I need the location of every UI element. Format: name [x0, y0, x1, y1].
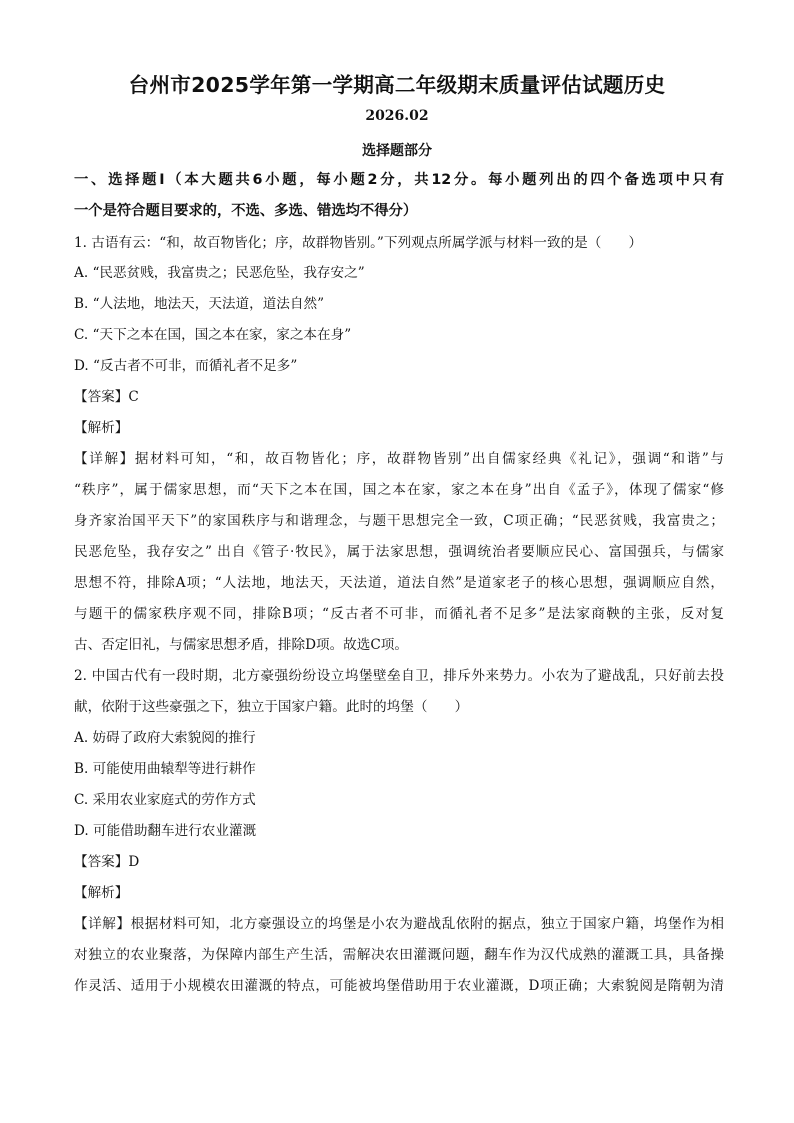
exam-title: 台州市2025学年第一学期高二年级期末质量评估试题历史	[128, 73, 666, 97]
question-1-detail-line: 思想不符，排除A项；“人法地，地法天，天法道，道法自然”是道家老子的核心思想，强调顺应自然，	[74, 575, 724, 591]
question-2-analysis-label: 【解析】	[74, 885, 129, 901]
question-2-option-b: B. 可能使用曲辕犁等进行耕作	[74, 761, 256, 777]
question-1-detail-line: 身齐家治国平天下”的家国秩序与和谐理念，与题干思想完全一致，C项正确；“民恶贫贱，我富贵之；	[74, 513, 724, 529]
question-2-stem: 2. 中国古代有一段时期，北方豪强纷纷设立坞堡壁垒自卫，排斥外来势力。小农为了避战乱，只好前去投	[74, 668, 724, 684]
question-1-answer: 【答案】C	[74, 389, 139, 405]
question-2-stem: 献，依附于这些豪强之下，独立于国家户籍。此时的坞堡（ ）	[74, 699, 469, 715]
section-instruction-line2: 一个是符合题目要求的，不选、多选、错选均不得分）	[74, 203, 418, 219]
question-2-detail-line: 对独立的农业聚落，为保障内部生产生活，需解决农田灌溉问题，翻车作为汉代成熟的灌溉工具，具备操	[74, 947, 724, 963]
question-1-option-b: B. “人法地，地法天，天法道，道法自然”	[74, 296, 325, 312]
question-1-detail-line: 【详解】据材料可知，“和，故百物皆化；序，故群物皆别”出自儒家经典《礼记》，强调“和谐”与	[74, 451, 724, 467]
question-1-stem: 1. 古语有云：“和，故百物皆化；序，故群物皆别。”下列观点所属学派与材料一致的是（ ）	[74, 235, 643, 251]
question-2-detail-line: 【详解】根据材料可知，北方豪强设立的坞堡是小农为避战乱依附的据点，独立于国家户籍，坞堡作为相	[74, 916, 724, 932]
question-2-option-d: D. 可能借助翻车进行农业灌溉	[74, 823, 257, 839]
question-1-detail-line: 民恶危坠，我存安之” 出自《管子·牧民》，属于法家思想，强调统治者要顺应民心、富国强兵，与儒家	[74, 544, 724, 560]
question-2-detail-line: 作灵活、适用于小规模农田灌溉的特点，可能被坞堡借助用于农业灌溉，D项正确；大索貌阅是隋朝为清	[74, 978, 724, 994]
exam-date: 2026.02	[365, 108, 429, 124]
question-1-analysis-label: 【解析】	[74, 420, 129, 436]
question-1-option-d: D. “反古者不可非，而循礼者不足多”	[74, 358, 298, 374]
question-1-detail-line: 与题干的儒家秩序观不同，排除B项；“反古者不可非，而循礼者不足多”是法家商鞅的主张，反对复	[74, 606, 724, 622]
question-2-option-c: C. 采用农业家庭式的劳作方式	[74, 792, 256, 808]
question-1-option-a: A. “民恶贫贱，我富贵之；民恶危坠，我存安之”	[74, 265, 365, 281]
question-1-detail-line: “秩序”，属于儒家思想，而“天下之本在国，国之本在家，家之本在身”出自《孟子》，体现了儒家“修	[74, 482, 724, 498]
question-2-option-a: A. 妨碍了政府大索貌阅的推行	[74, 730, 256, 746]
question-1-detail-line: 古、否定旧礼，与儒家思想矛盾，排除D项。故选C项。	[74, 637, 408, 653]
question-2-answer: 【答案】D	[74, 854, 140, 870]
part-heading: 选择题部分	[362, 143, 432, 159]
question-1-option-c: C. “天下之本在国，国之本在家，家之本在身”	[74, 327, 352, 343]
section-instruction-line1: 一、选择题Ⅰ（本大题共6小题，每小题2分，共12分。每小题列出的四个备选项中只有	[74, 172, 724, 188]
